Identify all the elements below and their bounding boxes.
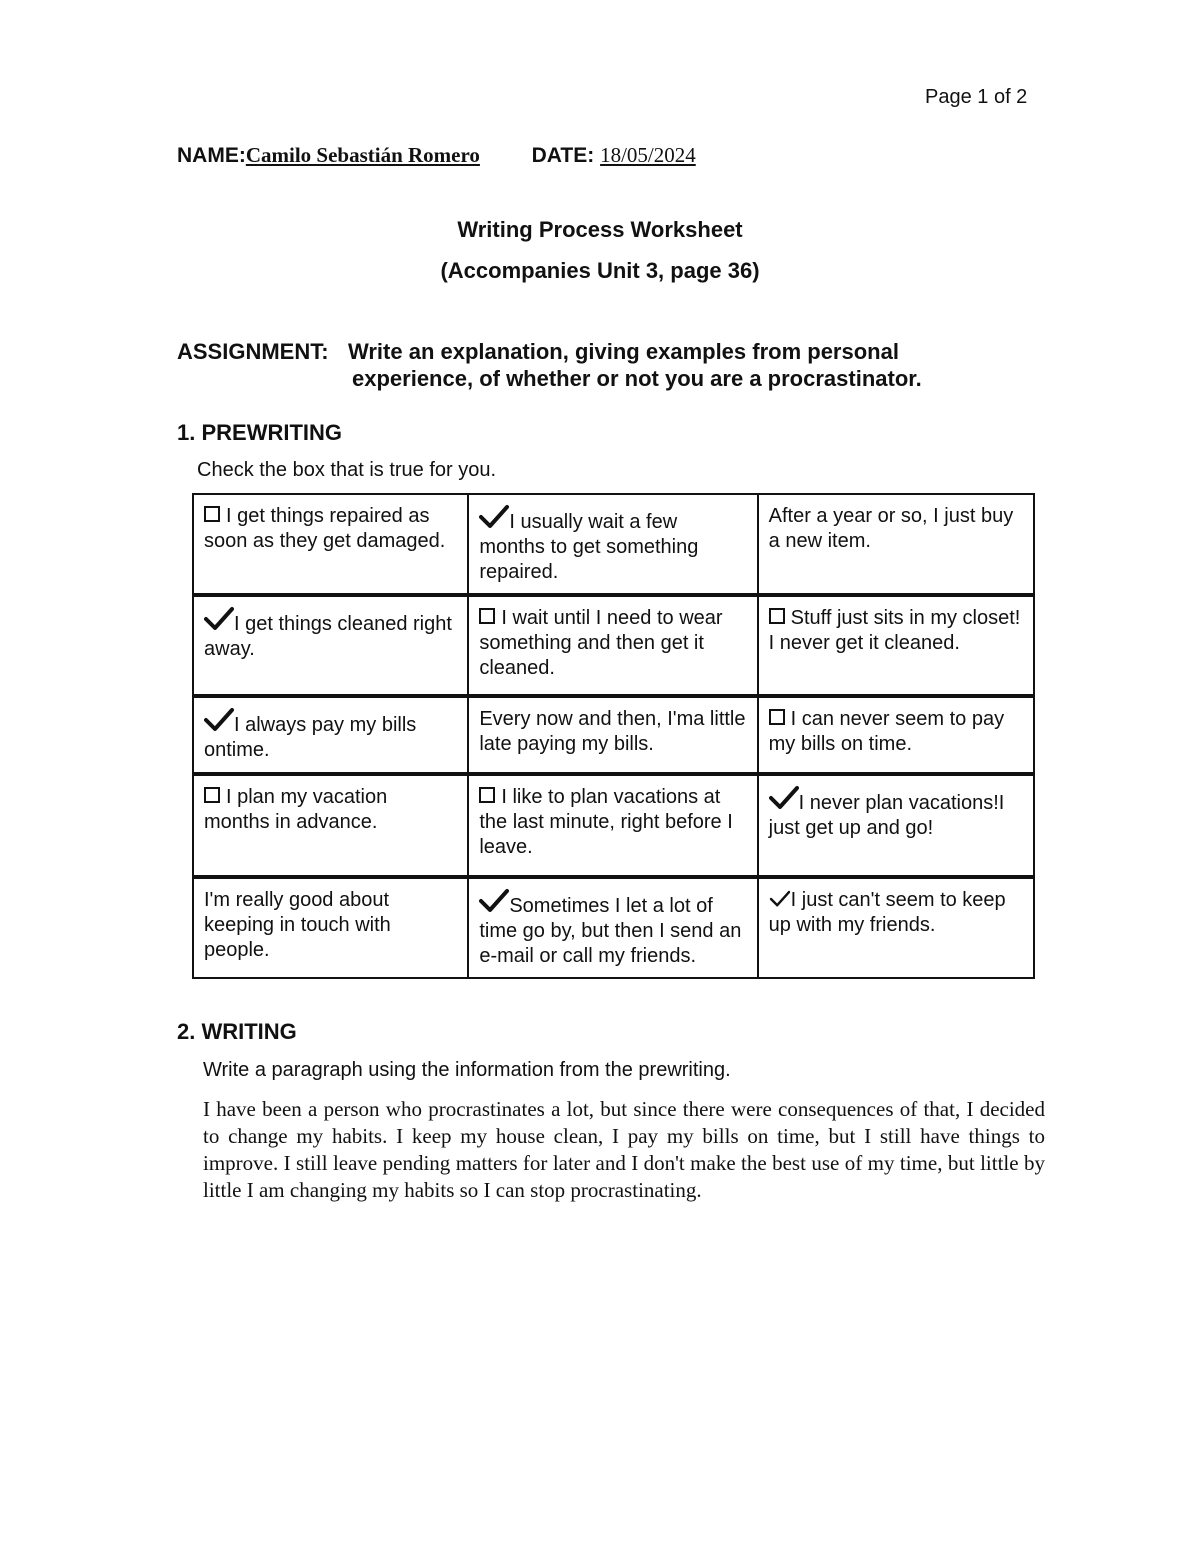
date-label: DATE: [531,144,595,167]
cell-text: I just can't seem to keep up with my friends. [768,889,1006,936]
prewriting-heading: 1. PREWRITING [177,420,343,445]
cell-text: I get things repaired as soon as they get damaged. [204,505,446,552]
table-cell [468,696,757,774]
cell-text: Sometimes I let a lot of time go by, but then I send an e-mail or call my friends. [479,895,742,967]
worksheet-title: Writing Process Worksheet [457,217,743,242]
worksheet-subtitle: (Accompanies Unit 3, page 36) [440,258,760,283]
table-row [193,774,1034,877]
checkmark-icon[interactable] [769,785,799,811]
assignment-label: ASSIGNMENT: [177,339,329,364]
table-cell [468,774,757,877]
checkbox-icon[interactable] [769,608,785,624]
writing-paragraph: I have been a person who procrastinates a lot, but since there were consequences of that, I decided to change my habits. I keep my house clean, I pay my bills on time, but I still have things to improve. I still leave pending matters for later and I don't make the best use of my time, but little by little I am changing my habits so I can stop procrastinating. [203,1097,1045,1202]
cell-text: I can never seem to pay my bills on time. [768,708,1005,755]
cell-text: I'm really good about keeping in touch with people. [204,889,391,961]
checkbox-icon[interactable] [204,787,220,803]
checkbox-icon[interactable] [479,787,495,803]
name-value: Camilo Sebastián Romero [245,143,480,167]
page-number: Page 1 of 2 [925,86,1028,108]
checkmark-icon[interactable] [769,890,791,908]
checkbox-icon[interactable] [204,506,220,522]
habits-table [192,493,1035,979]
table-row [193,595,1034,696]
table-cell [193,774,468,877]
table-row [193,877,1034,978]
writing-instruction: Write a paragraph using the information from the prewriting. [203,1059,731,1081]
prewriting-instruction: Check the box that is true for you. [197,459,497,481]
table-row [193,696,1034,774]
table-cell [193,595,468,696]
table-cell [193,696,468,774]
table-cell [758,877,1034,978]
checkmark-icon[interactable] [204,707,234,733]
assignment-line1: Write an explanation, giving examples from personal [348,339,899,364]
table-cell [468,877,757,978]
checkbox-icon[interactable] [479,608,495,624]
cell-text: I usually wait a few months to get something repaired. [479,511,699,583]
table-cell [468,494,757,595]
cell-text: I always pay my bills ontime. [204,714,417,761]
cell-text: I wait until I need to wear something and then get it cleaned. [479,607,723,679]
checkbox-icon[interactable] [769,709,785,725]
assignment [177,338,997,392]
cell-text: After a year or so, I just buy a new item. [768,505,1014,552]
cell-text: Every now and then, I'ma little late paying my bills. [479,708,746,755]
checkmark-icon[interactable] [479,504,509,530]
name-label: NAME: [177,144,246,167]
table-cell [193,494,468,595]
table-cell [758,494,1034,595]
date-value: 18/05/2024 [600,143,696,167]
cell-text: I plan my vacation months in advance. [204,786,388,833]
cell-text: I like to plan vacations at the last minute, right before I leave. [479,786,733,858]
checkmark-icon[interactable] [204,606,234,632]
cell-text: I never plan vacations!I just get up and go! [768,792,1005,839]
table-cell [193,877,468,978]
writing-heading: 2. WRITING [177,1019,297,1044]
table-cell [758,595,1034,696]
header-line [177,143,696,168]
assignment-line2: experience, of whether or not you are a procrastinator. [352,366,922,391]
checkmark-icon[interactable] [479,888,509,914]
cell-text: Stuff just sits in my closet! I never get it cleaned. [768,607,1021,654]
table-cell [468,595,757,696]
cell-text: I get things cleaned right away. [204,613,452,660]
table-row [193,494,1034,595]
table-cell [758,774,1034,877]
table-cell [758,696,1034,774]
